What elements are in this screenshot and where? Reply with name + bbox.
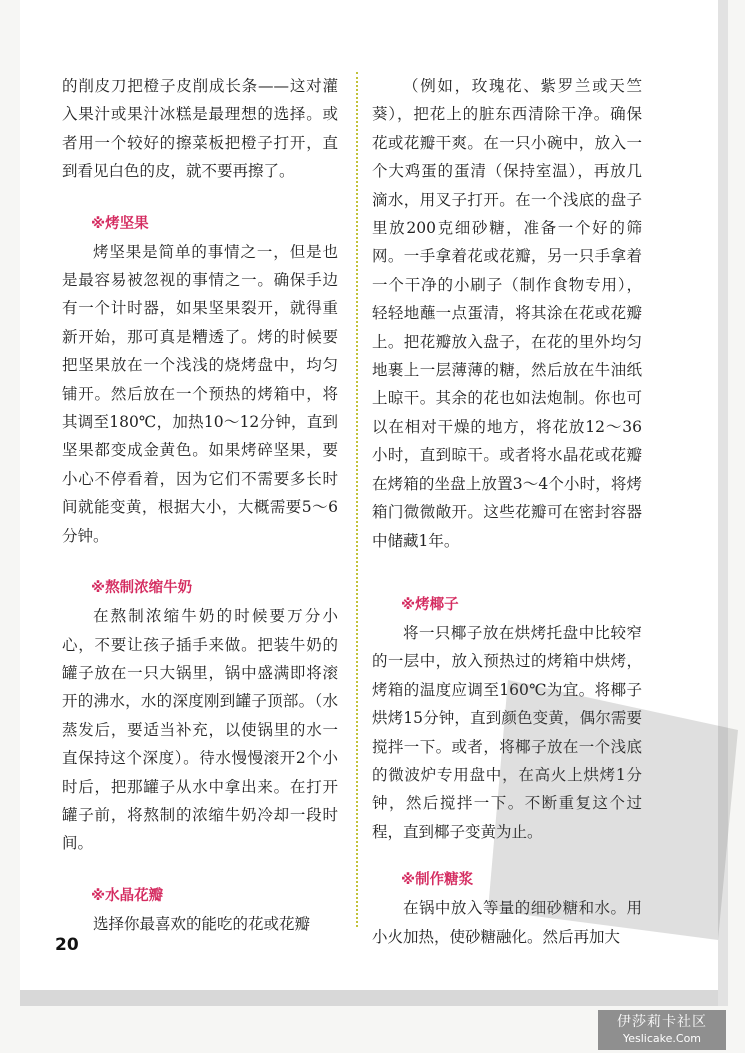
section-body-condensed-milk: 在熬制浓缩牛奶的时候要万分小心，不要让孩子插手来做。把装牛奶的罐子放在一只大锅里，锅中盛满即将滚开的沸水，水的深度刚到罐子顶部。（水蒸发后，要适当补充，以使锅里的水一直保持这个深度）。待水慢慢滚开2个小时后，把那罐子从水中拿出来。在打开罐子前，将熬制的浓缩牛奶冷却一段时间。 [62,607,338,853]
section-body-syrup: 在锅中放入等量的细砂糖和水。用小火加热，使砂糖融化。然后再加大 [372,899,642,946]
section-heading-roast-coconut: ※烤椰子 [401,596,459,613]
left-column [62,72,338,938]
section-heading-roast-nuts: ※烤坚果 [91,215,149,232]
intro-paragraph: 的削皮刀把橙子皮削成长条——这对灌入果汁或果汁冰糕是最理想的选择。或者用一个较好的擦菜板把橙子打开，直到看见白色的皮，就不要再擦了。 [62,77,338,181]
column-divider [356,72,358,927]
page-bottom-shadow [20,990,720,1006]
section-heading-crystal-petals: ※水晶花瓣 [91,887,164,904]
section-body-roast-coconut: 将一只椰子放在烘烤托盘中比较窄的一层中，放入预热过的烤箱中烘烤，烤箱的温度应调至160℃为宜。将椰子烘烤15分钟，直到颜色变黄，偶尔需要搅拌一下。或者，将椰子放在一个浅底的微波炉专用盘中，在高火上烘烤1分钟，然后搅拌一下。不断重复这个过程，直到椰子变黄为止。 [372,623,642,841]
site-watermark-badge [598,1010,726,1050]
page-number: 20 [55,935,79,955]
section-body-crystal-petals: 选择你最喜欢的能吃的花或花瓣 [93,914,311,933]
site-name: 伊莎莉卡社区 [617,1014,707,1030]
section-heading-syrup: ※制作糖浆 [401,872,474,889]
right-column [372,72,642,951]
section-heading-condensed-milk: ※熬制浓缩牛奶 [91,580,193,597]
page-right-shadow [718,0,728,1006]
site-url: Yeslicake.Com [622,1032,702,1045]
crystal-petals-continuation: （例如，玫瑰花、紫罗兰或天竺葵），把花上的脏东西清除干净。确保花或花瓣干爽。在一只小碗中，放入一个大鸡蛋的蛋清（保持室温），再放几滴水，用叉子打开。在一个浅底的盘子里放200克细砂糖，准备一个好的筛网。一手拿着花或花瓣，另一只手拿着一个干净的小刷子（制作食物专用），轻轻地蘸一点蛋清，将其涂在花或花瓣上。把花瓣放入盘子，在花的里外均匀地裹上一层薄薄的糖，然后放在牛油纸上晾干。其余的花也如法炮制。你也可以在相对干燥的地方，将花放12～36小时，直到晾干。或者将水晶花或花瓣在烤箱的坐盘上放置3～4个小时，将烤箱门微微敞开。这些花瓣可在密封容器中储藏1年。 [372,77,642,550]
section-body-roast-nuts: 烤坚果是简单的事情之一，但是也是最容易被忽视的事情之一。确保手边有一个计时器，如果坚果裂开，就得重新开始，那可真是糟透了。烤的时候要把坚果放在一个浅浅的烧烤盘中，均匀铺开。然后放在一个预热的烤箱中，将其调至180℃，加热10～12分钟，直到坚果都变成金黄色。如果烤碎坚果，要小心不停看着，因为它们不需要多长时间就能变黄，根据大小，大概需要5～6分钟。 [62,242,338,545]
